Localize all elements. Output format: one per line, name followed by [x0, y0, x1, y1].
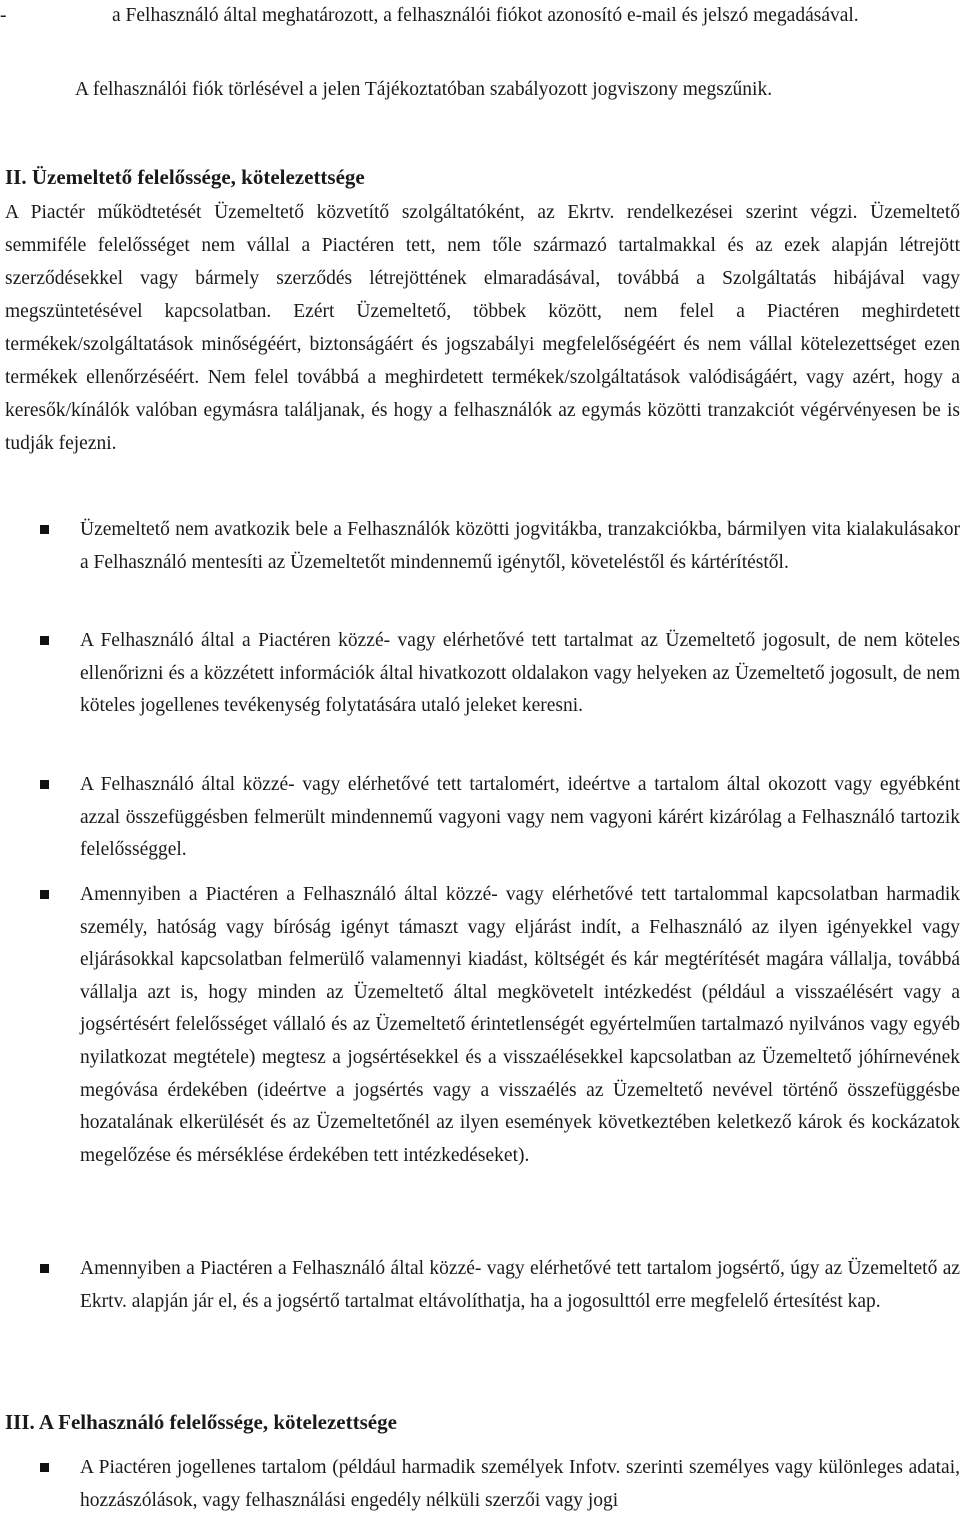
dash-list-item: [0, 0, 960, 32]
square-bullet-icon: [40, 780, 49, 789]
square-bullet-icon: [40, 636, 49, 645]
bullet-item: [80, 1253, 960, 1318]
square-bullet-icon: [40, 890, 49, 899]
section-2-paragraph: A Piactér működtetését Üzemeltető közvetítő szolgáltatóként, az Ekrtv. rendelkezései szerint végzi. Üzemeltető semmiféle felelősséget nem vállal a Piactéren tett, nem tőle származó tartalmakkal és az ezek alapján létrejött szerződésekkel vagy bármely szerződés létrejöttének elmaradásával, továbbá a Szolgáltatás hibájával vagy megszüntetésével kapcsolatban. Ezért Üzemeltető, többek között, nem felel a Piactéren meghirdetett termékek/szolgáltatások minőségéért, biztonságáért és jogszabályi megfelelőségéért és nem vállal kötelezettséget ezen termékek ellenőrzéséért. Nem felel továbbá a meghirdetett termékek/szolgáltatások valódiságáért, vagy azért, hogy a keresők/kínálók valóban egymásra találjanak, és hogy a felhasználók az egymás közötti tranzakciót végérvényesen be is tudják fejezni.: [5, 202, 960, 454]
bullet-item: [80, 879, 960, 1172]
bullet-text: A Piactéren jogellenes tartalom (például harmadik személyek Infotv. szerinti személyes vagy különleges adatai, hozzászólások, vagy felhasználási engedély nélküli szerzői vagy jogi: [80, 1457, 960, 1511]
bullet-item: [80, 769, 960, 867]
bullet-text: Amennyiben a Piactéren a Felhasználó által közzé- vagy elérhetővé tett tartalommal kapcsolatban harmadik személy, hatóság vagy bíróság igényt támaszt vagy eljárást indít, a Felhasználó az ilyen igényekkel vagy eljárásokkal kapcsolatban felmerülő valamennyi kiadást, költségét és kár megtérítését magára vállalja, továbbá vállalja azt is, hogy minden az Üzemeltető által megkövetelt intézkedést (például a visszaélésért vagy a jogsértésért felelősséget vállaló és az Üzemeltető érintetlenségét egyértelműen tartalmazó nyilvános vagy egyéb nyilatkozat megtétele) megtesz a jogsértésekkel és a visszaélésekkel kapcsolatban az Üzemeltető jóhírnevének megóvása érdekében (ideértve a jogsértés vagy a visszaélés az Üzemeltető nevével történő összefüggésbe hozatalának elkerülését és az Üzemeltetőnél az ilyen események következtében keletkező károk és kockázatok megelőzése és mérséklése érdekében tett intézkedéseket).: [80, 884, 960, 1166]
bullet-text: A Felhasználó által közzé- vagy elérhetővé tett tartalomért, ideértve a tartalom által okozott vagy egyébként azzal összefüggésben felmerült mindennemű vagyoni vagy nem vagyoni kárért kizárólag a Felhasználó tartozik felelősséggel.: [80, 774, 960, 861]
square-bullet-icon: [40, 1264, 49, 1273]
bullet-text: A Felhasználó által a Piactéren közzé- vagy elérhetővé tett tartalmat az Üzemeltető jogosult, de nem köteles ellenőrizni és a közzétett információk által hivatkozott oldalakon vagy helyeken az Üzemeltető jogosult, de nem köteles jogellenes tevékenység folytatására utaló jeleket keresni.: [80, 630, 960, 717]
intro-sentence: A felhasználói fiók törlésével a jelen Tájékoztatóban szabályozott jogviszony megszűnik.: [75, 79, 773, 100]
section-3-heading: III. A Felhasználó felelőssége, kötelezettsége: [5, 1410, 397, 1434]
bullet-item: [80, 514, 960, 579]
bullet-text: Üzemeltető nem avatkozik bele a Felhasználók közötti jogvitákba, tranzakciókba, bármilyen vita kialakulásakor a Felhasználó mentesíti az Üzemeltetőt mindennemű igénytől, követeléstől és kártérítéstől.: [80, 519, 960, 573]
dash-marker: -: [0, 5, 7, 26]
dash-item-text: a Felhasználó által meghatározott, a felhasználói fiókot azonosító e-mail és jelszó megadásával.: [112, 5, 859, 26]
square-bullet-icon: [40, 525, 49, 534]
square-bullet-icon: [40, 1463, 49, 1472]
section-2-heading: II. Üzemeltető felelőssége, kötelezettsége: [5, 165, 365, 189]
bullet-item: [80, 1452, 960, 1517]
bullet-text: Amennyiben a Piactéren a Felhasználó által közzé- vagy elérhetővé tett tartalom jogsértő, úgy az Üzemeltető az Ekrtv. alapján jár el, és a jogsértő tartalmat eltávolíthatja, ha a jogosulttól erre megfelelő értesítést kap.: [80, 1258, 960, 1312]
bullet-item: [80, 625, 960, 723]
